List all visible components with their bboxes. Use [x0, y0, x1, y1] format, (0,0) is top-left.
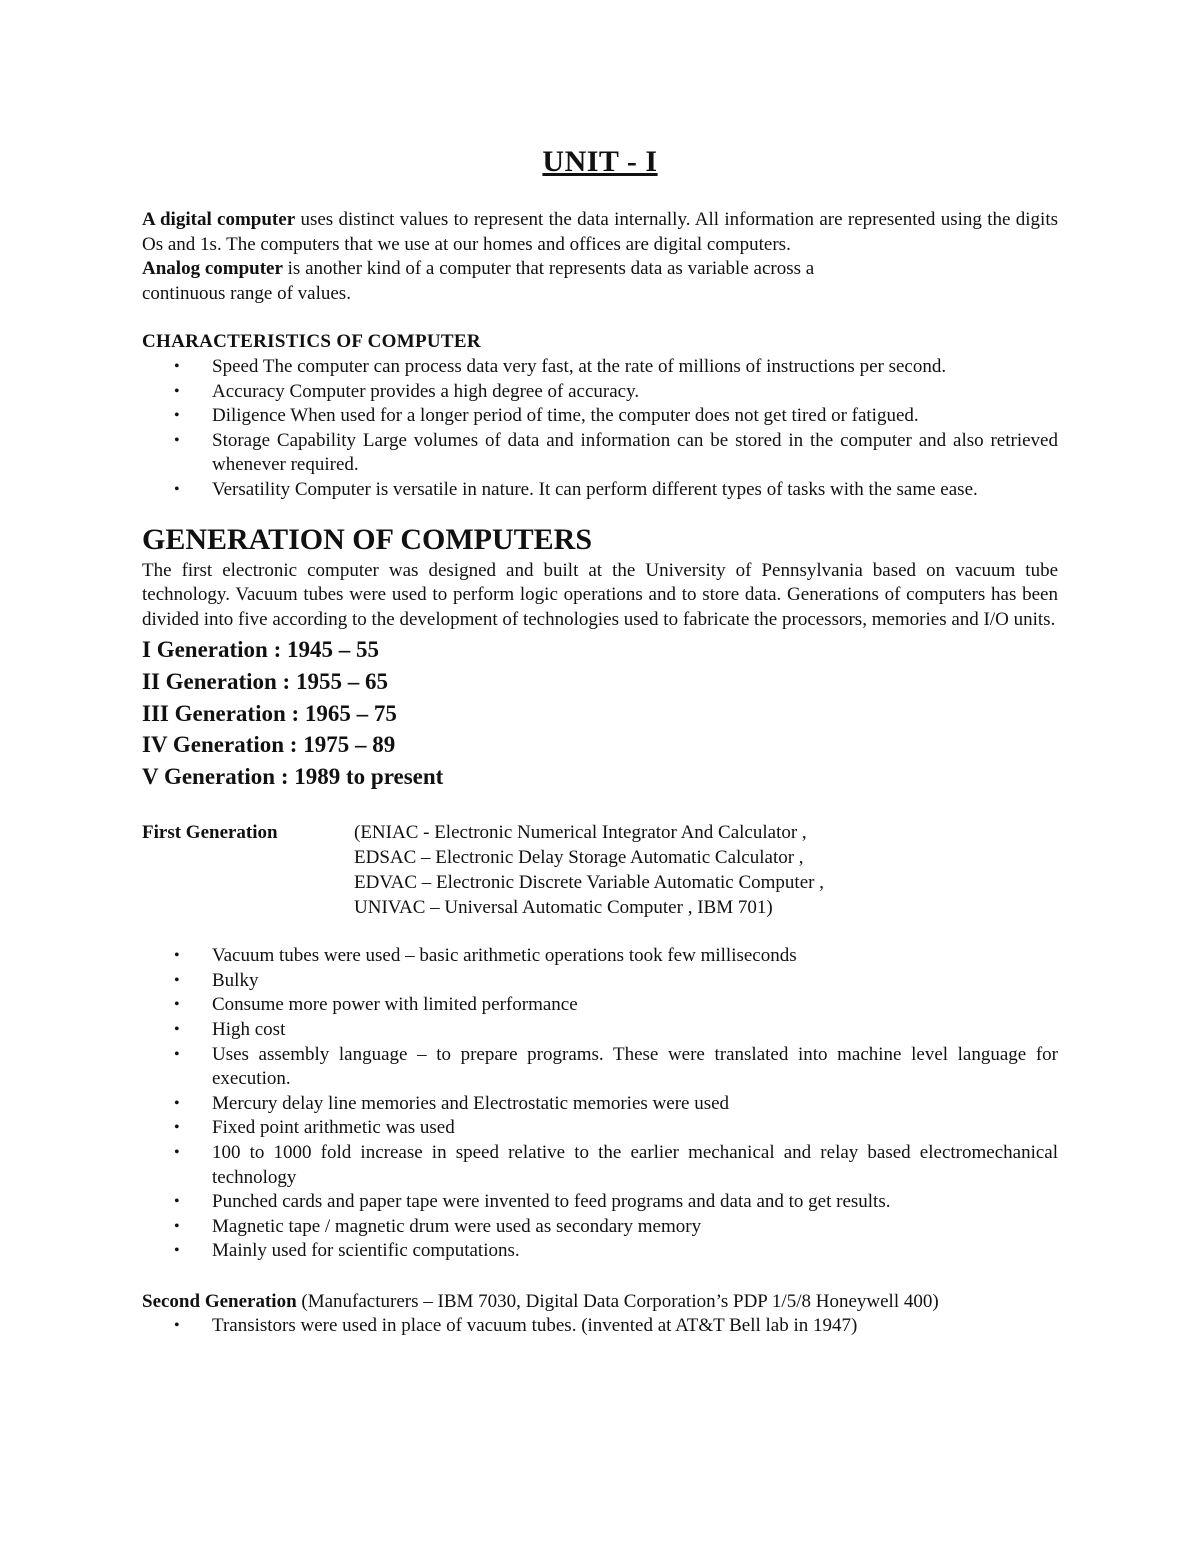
machine-line: EDVAC – Electronic Discrete Variable Automatic Computer , [354, 872, 824, 894]
second-generation-list [142, 1314, 1058, 1339]
generation-line: III Generation : 1965 – 75 [142, 700, 397, 726]
bullet-icon: • [174, 1021, 180, 1039]
list-item: • Transistors were used in place of vacuum tubes. (invented at AT&T Bell lab in 1947) [212, 1314, 1058, 1339]
generation-line: V Generation : 1989 to present [142, 763, 444, 789]
list-item: • Consume more power with limited performance [212, 993, 1058, 1018]
analog-computer-continuation: continuous range of values. [142, 282, 351, 304]
first-generation-list [142, 944, 1058, 1264]
generation-list [142, 634, 1058, 792]
machine-line: EDSAC – Electronic Delay Storage Automatic Calculator , [354, 847, 804, 869]
bullet-icon: • [174, 996, 180, 1014]
bullet-icon: • [174, 1217, 180, 1235]
list-item: • Punched cards and paper tape were invented to feed programs and data and to get results. [212, 1190, 1058, 1215]
machine-line: UNIVAC – Universal Automatic Computer , IBM 701) [354, 897, 773, 919]
list-item: • Speed The computer can process data very fast, at the rate of millions of instructions per second. [212, 355, 1058, 380]
analog-computer-term: Analog computer [142, 258, 283, 280]
generation-line: I Generation : 1945 – 55 [142, 637, 380, 663]
generation-intro: The first electronic computer was designed and built at the University of Pennsylvania based on vacuum tube technology. Vacuum tubes were used to perform logic operations and to store data. Generations of computers has been divided into five according to the development of technologies used to fabricate the processors, memories and I/O units. [142, 559, 1058, 630]
bullet-icon: • [174, 431, 180, 449]
bullet-icon: • [174, 1193, 180, 1211]
list-item: • Vacuum tubes were used – basic arithmetic operations took few milliseconds [212, 944, 1058, 969]
second-generation-manufacturers: (Manufacturers – IBM 7030, Digital Data Corporation’s PDP 1/5/8 Honeywell 400) [296, 1291, 939, 1312]
list-item: • Versatility Computer is versatile in nature. It can perform different types of tasks with the same ease. [212, 478, 1058, 503]
analog-computer-text: is another kind of a computer that represents data as variable across a [282, 258, 815, 280]
digital-computer-text: uses distinct values to represent the data internally. All information are represented using the digits Os and 1s. The computers that we use at our homes and offices are digital computers. [142, 209, 1059, 255]
list-item: • Mainly used for scientific computations. [212, 1239, 1058, 1264]
generation-line: II Generation : 1955 – 65 [142, 668, 388, 694]
list-item: • Bulky [212, 969, 1058, 994]
list-item: • Mercury delay line memories and Electrostatic memories were used [212, 1092, 1058, 1117]
bullet-icon: • [174, 1242, 180, 1260]
second-generation-heading [142, 1289, 1058, 1314]
analog-computer-paragraph [142, 257, 1058, 282]
bullet-icon: • [174, 382, 180, 400]
bullet-icon: • [174, 947, 180, 965]
bullet-icon: • [174, 407, 180, 425]
list-item: • High cost [212, 1018, 1058, 1043]
first-generation-label: First Generation [142, 822, 278, 844]
bullet-icon: • [174, 357, 180, 375]
list-item: • Uses assembly language – to prepare programs. These were translated into machine level language for execution. [174, 1043, 1058, 1090]
bullet-icon: • [174, 971, 180, 989]
digital-computer-term: A digital computer [142, 209, 296, 230]
list-item: • 100 to 1000 fold increase in speed relative to the earlier mechanical and relay based electromechanical technology [174, 1142, 1058, 1188]
digital-computer-paragraph [142, 208, 1058, 257]
bullet-icon: • [174, 1119, 180, 1137]
characteristics-heading: CHARACTERISTICS OF COMPUTER [142, 331, 481, 353]
list-item: • Accuracy Computer provides a high degree of accuracy. [212, 380, 1058, 405]
bullet-icon: • [174, 1045, 180, 1063]
bullet-icon: • [174, 1317, 180, 1334]
bullet-icon: • [174, 1094, 180, 1112]
bullet-icon: • [174, 1144, 180, 1162]
generation-line: IV Generation : 1975 – 89 [142, 732, 396, 758]
first-generation-machines [354, 820, 824, 920]
generation-heading: GENERATION OF COMPUTERS [142, 522, 593, 556]
bullet-icon: • [174, 480, 180, 498]
list-item: • Fixed point arithmetic was used [212, 1116, 1058, 1141]
unit-title: UNIT - I [542, 145, 658, 178]
second-generation-label: Second Generation [142, 1291, 297, 1312]
first-generation-block [142, 820, 1058, 920]
list-item: • Storage Capability Large volumes of data and information can be stored in the computer and also retrieved whenever required. [174, 429, 1058, 476]
list-item: • Magnetic tape / magnetic drum were used as secondary memory [212, 1215, 1058, 1240]
document-page [142, 140, 1058, 1339]
machine-line: (ENIAC - Electronic Numerical Integrator And Calculator , [354, 822, 807, 844]
characteristics-list [142, 355, 1058, 503]
list-item: • Diligence When used for a longer period of time, the computer does not get tired or fatigued. [212, 404, 1058, 429]
